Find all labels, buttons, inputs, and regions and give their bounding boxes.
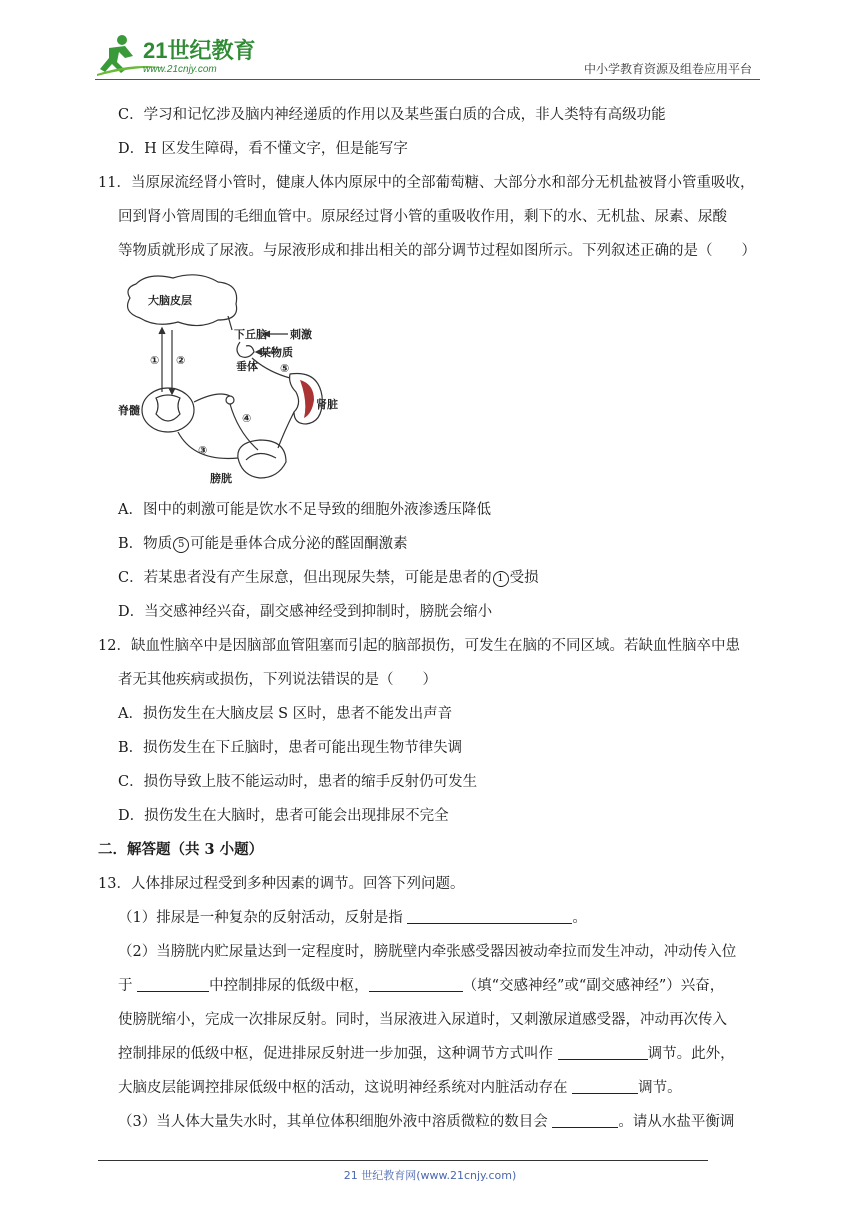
answer-blank-6[interactable] — [552, 1113, 618, 1128]
q10-option-d: D．H 区发生障碍，看不懂文字，但是能写字 — [118, 141, 408, 157]
q13-part2-line2: 于 中控制排尿的低级中枢， （填“交感神经”或“副交感神经”）兴奋， — [118, 978, 725, 994]
q12-stem-line1: 12．缺血性脑卒中是因脑部血管阻塞而引起的脑部损伤，可发生在脑的不同区域。若缺血性脑卒中患 — [98, 638, 740, 654]
label-spinal-cord: 脊髓 — [118, 404, 140, 417]
q11-stem-line3: 等物质就形成了尿液。与尿液形成和排出相关的部分调节过程如图所示。下列叙述正确的是（ ） — [118, 243, 756, 259]
circled-number: 5 — [173, 537, 189, 553]
q11-option-b: B．物质 5 可能是垂体合成分泌的醛固酮激素 — [118, 536, 408, 552]
label-cortex: 大脑皮层 — [148, 294, 192, 307]
label-substance: 某物质 — [260, 346, 293, 359]
answer-blank-2[interactable] — [137, 977, 209, 992]
label-hypothalamus: 下丘脑 — [234, 328, 267, 341]
footer-divider — [98, 1160, 708, 1161]
logo-21cnjy — [95, 32, 265, 78]
footer-text: 21 世纪教育网(www.21cnjy.com) — [343, 1169, 517, 1182]
logo-url: www.21cnjy.com — [143, 64, 217, 75]
answer-blank-1[interactable] — [407, 909, 572, 924]
header-platform-text: 中小学教育资源及组卷应用平台 — [583, 62, 752, 76]
logo-text: 21世纪教育 — [143, 38, 256, 63]
q12-option-d: D．损伤发生在大脑时，患者可能会出现排尿不完全 — [118, 808, 449, 824]
circled-number: 1 — [493, 571, 509, 587]
q11-stem-line2: 回到肾小管周围的毛细血管中。原尿经过肾小管的重吸收作用，剩下的水、无机盐、尿素、尿酸 — [118, 209, 727, 225]
q13-part2-line1: （2）当膀胱内贮尿量达到一定程度时，膀胱壁内牵张感受器因被动牵拉而发生冲动，冲动传入位 — [118, 944, 737, 960]
q11-option-a: A．图中的刺激可能是饮水不足导致的细胞外液渗透压降低 — [118, 502, 491, 518]
label-num-3: ③ — [198, 444, 208, 457]
q12-option-b: B．损伤发生在下丘脑时，患者可能出现生物节律失调 — [118, 740, 463, 756]
label-num-1: ① — [150, 354, 160, 367]
q12-option-a: A．损伤发生在大脑皮层 S 区时，患者不能发出声音 — [118, 706, 453, 722]
answer-blank-4[interactable] — [558, 1045, 648, 1060]
q13-part1: （1）排尿是一种复杂的反射活动，反射是指 。 — [118, 910, 587, 926]
q12-stem-line2: 者无其他疾病或损伤，下列说法错误的是（ ） — [118, 672, 437, 688]
label-num-2: ② — [176, 354, 186, 367]
q11-stem-line1: 11．当原尿流经肾小管时，健康人体内原尿中的全部葡萄糖、大部分水和部分无机盐被肾小管重吸收， — [98, 175, 755, 191]
label-kidney: 肾脏 — [316, 398, 338, 411]
label-stimulus: 刺激 — [290, 328, 312, 341]
label-bladder: 膀胱 — [210, 472, 232, 485]
urination-regulation-diagram — [118, 272, 348, 490]
answer-blank-3[interactable] — [369, 977, 463, 992]
q13-part3-line1: （3）当人体大量失水时，其单位体积细胞外液中溶质微粒的数目会 。请从水盐平衡调 — [118, 1114, 735, 1130]
label-pituitary: 垂体 — [236, 360, 258, 373]
q13-stem: 13．人体排尿过程受到多种因素的调节。回答下列问题。 — [98, 876, 465, 892]
q11-option-d: D．当交感神经兴奋，副交感神经受到抑制时，膀胱会缩小 — [118, 604, 493, 620]
q13-part2-line4: 控制排尿的低级中枢，促进排尿反射进一步加强，这种调节方式叫作 调节。此外， — [118, 1046, 735, 1062]
q13-part2-line3: 使膀胱缩小，完成一次排尿反射。同时，当尿液进入尿道时，又刺激尿道感受器，冲动再次传入 — [118, 1012, 727, 1028]
page-header — [95, 32, 760, 80]
header-divider — [95, 79, 760, 80]
q10-option-c: C．学习和记忆涉及脑内神经递质的作用以及某些蛋白质的合成，非人类特有高级功能 — [118, 107, 666, 123]
answer-blank-5[interactable] — [572, 1079, 638, 1094]
section-heading: 二．解答题（共 3 小题） — [98, 841, 264, 858]
q13-part2-line5: 大脑皮层能调控排尿低级中枢的活动，这说明神经系统对内脏活动存在 调节。 — [118, 1080, 682, 1096]
q12-option-c: C．损伤导致上肢不能运动时，患者的缩手反射仍可发生 — [118, 774, 478, 790]
q11-option-c: C．若某患者没有产生尿意，但出现尿失禁，可能是患者的 1 受损 — [118, 570, 539, 586]
label-num-4: ④ — [242, 412, 252, 425]
label-num-5: ⑤ — [280, 362, 290, 375]
